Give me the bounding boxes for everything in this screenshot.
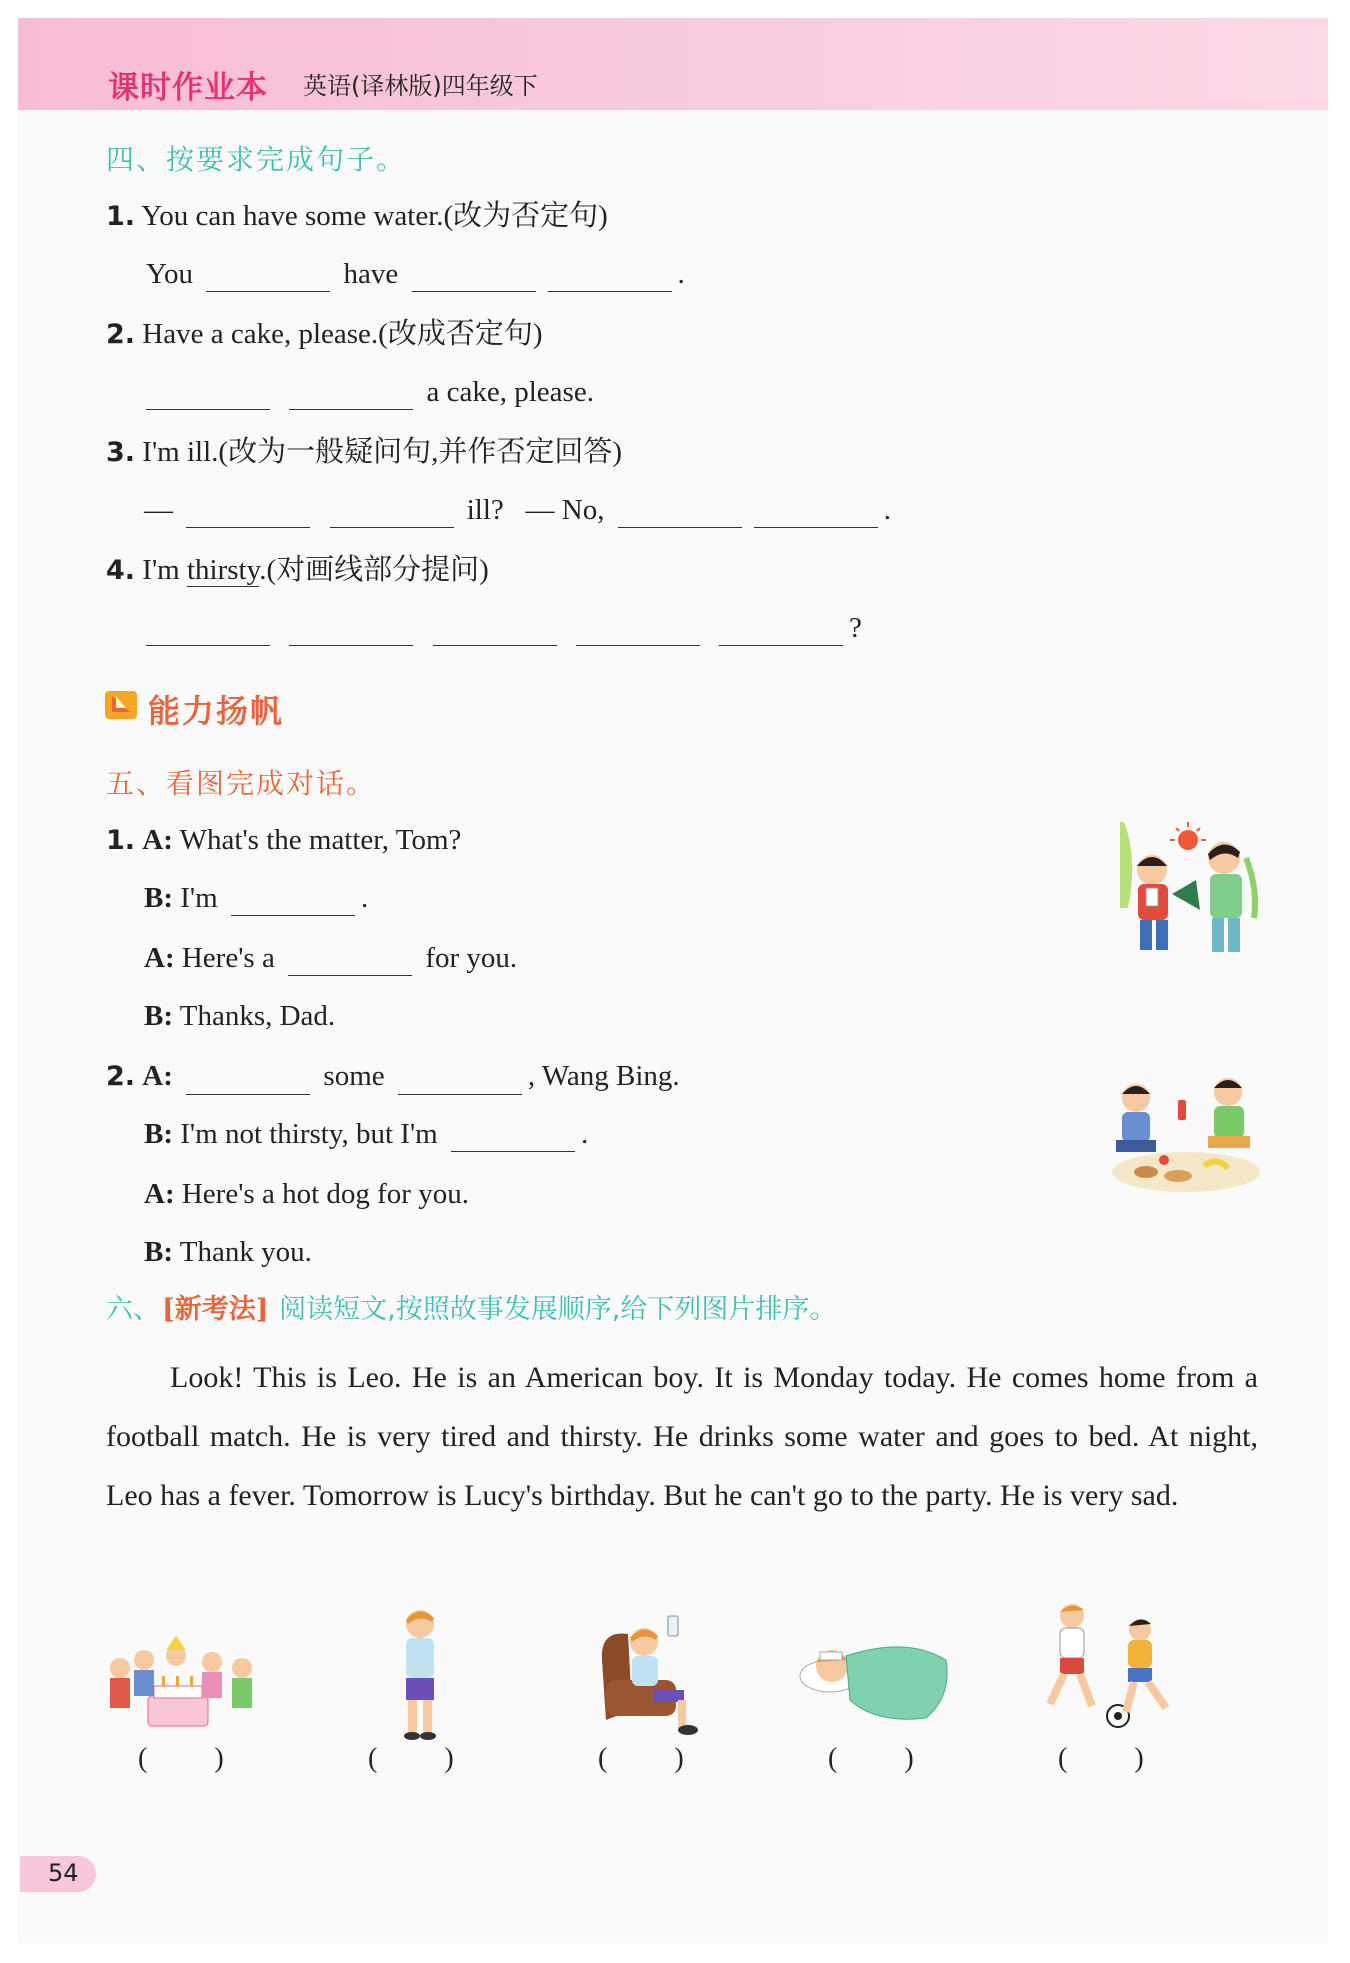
answer-blank[interactable]: [719, 615, 843, 646]
q4-text-end: .(对画线部分提问): [259, 554, 489, 586]
d2-line3-text: Here's a hot dog for you.: [181, 1178, 469, 1210]
reading-passage: [106, 1348, 1258, 1525]
d2-line1: [106, 1058, 680, 1095]
d2-line2-start: I'm not thirsty, but I'm: [180, 1118, 438, 1150]
answer-blank[interactable]: [548, 261, 672, 292]
d2-line2-end: .: [580, 1118, 589, 1150]
d1-line4: [144, 998, 335, 1034]
q4-text-start: I'm: [142, 554, 180, 586]
q1-number: 1.: [106, 201, 136, 232]
q3-number: 3.: [106, 437, 136, 468]
football-match-illustration: [1028, 1600, 1180, 1736]
page-number: 54: [48, 1859, 79, 1887]
speaker-label: A:: [142, 824, 173, 856]
q2-answer-end: a cake, please.: [426, 376, 594, 408]
answer-blank[interactable]: [412, 261, 536, 292]
q3-answer-mid: ill?: [466, 494, 504, 526]
section6-instruction: 阅读短文,按照故事发展顺序,给下列图片排序。: [279, 1294, 837, 1325]
d1-line3-end: for you.: [425, 942, 518, 974]
d2-line1-end: , Wang Bing.: [527, 1060, 680, 1092]
q2-text: Have a cake, please.(改成否定句): [142, 318, 543, 350]
d1-line1: [106, 822, 461, 859]
answer-blank[interactable]: [288, 945, 412, 976]
q1-text: You can have some water.(改为否定句): [141, 200, 608, 232]
brand-title: 课时作业本: [108, 70, 268, 106]
sad-leo-illustration: [392, 1606, 448, 1742]
leo-drinking-water-illustration: [598, 1610, 702, 1738]
answer-blank[interactable]: [433, 615, 557, 646]
q1-answer-start: You: [146, 258, 194, 290]
q3-answer: [144, 492, 891, 528]
q1-answer: [146, 256, 685, 292]
d2-number: 2.: [106, 1061, 136, 1092]
d1-line2-start: I'm: [180, 882, 218, 914]
answer-blank[interactable]: [146, 379, 270, 410]
d2-line2: [144, 1116, 588, 1152]
q4-underlined-word: thirsty: [187, 554, 260, 586]
picnic-illustration: [1106, 1076, 1264, 1196]
d2-line4: [144, 1234, 312, 1270]
d2-line3: [144, 1176, 469, 1212]
section6-number: 六、: [106, 1294, 160, 1325]
d2-line4-text: Thank you.: [179, 1236, 312, 1268]
dad-and-tom-illustration: [1118, 818, 1264, 958]
answer-paren-3[interactable]: ( ): [598, 1743, 714, 1774]
q3-reply-start: — No,: [525, 494, 605, 526]
d1-line3: [144, 940, 517, 976]
birthday-party-illustration: [104, 1636, 264, 1736]
section5-title: 五、看图完成对话。: [106, 767, 377, 800]
speaker-label: B:: [144, 1000, 173, 1032]
new-test-tag: [新考法]: [162, 1294, 269, 1325]
answer-blank[interactable]: [618, 497, 742, 528]
speaker-label: A:: [144, 942, 175, 974]
ability-section-title: 能力扬帆: [148, 692, 285, 730]
d1-line3-start: Here's a: [181, 942, 275, 974]
speaker-label: B:: [144, 1236, 173, 1268]
q2-answer: [140, 374, 594, 410]
answer-blank[interactable]: [146, 615, 270, 646]
answer-blank[interactable]: [289, 379, 413, 410]
speaker-label: B:: [144, 1118, 173, 1150]
leo-sick-in-bed-illustration: [796, 1636, 952, 1724]
d1-line1-text: What's the matter, Tom?: [179, 824, 462, 856]
answer-blank[interactable]: [231, 885, 355, 916]
answer-paren-5[interactable]: ( ): [1058, 1743, 1174, 1774]
answer-blank[interactable]: [206, 261, 330, 292]
q1-answer-mid: have: [343, 258, 399, 290]
q3-dash: —: [144, 494, 173, 526]
sail-badge-icon: [104, 688, 138, 722]
answer-paren-4[interactable]: ( ): [828, 1743, 944, 1774]
q3-prompt: [106, 434, 622, 471]
passage-text: Look! This is Leo. He is an American boy. It is Monday today. He comes home from a football match. He is very tired and thirsty. He drinks some water and goes to bed. At night, Leo has a fever. Tomorrow is Lucy's birthday. But he can't go to the party. He is very sad.: [106, 1361, 1258, 1512]
q3-answer-end: .: [883, 494, 891, 526]
section6-title: [106, 1292, 836, 1328]
q4-answer-end: ?: [849, 612, 862, 644]
answer-paren-1[interactable]: ( ): [138, 1743, 254, 1774]
answer-blank[interactable]: [754, 497, 878, 528]
q4-prompt: [106, 552, 489, 589]
q4-answer: [140, 610, 862, 646]
answer-blank[interactable]: [330, 497, 454, 528]
answer-blank[interactable]: [289, 615, 413, 646]
section4-title: 四、按要求完成句子。: [106, 143, 407, 176]
answer-blank[interactable]: [186, 1064, 310, 1095]
answer-blank[interactable]: [576, 615, 700, 646]
d1-line2-end: .: [360, 882, 369, 914]
answer-blank[interactable]: [451, 1121, 575, 1152]
speaker-label: B:: [144, 882, 173, 914]
q4-number: 4.: [106, 555, 136, 586]
answer-blank[interactable]: [398, 1064, 522, 1095]
q2-prompt: [106, 316, 543, 353]
q1-prompt: [106, 198, 608, 235]
d1-line2: [144, 880, 368, 916]
answer-blank[interactable]: [186, 497, 310, 528]
d2-line1-mid: some: [323, 1060, 385, 1092]
d1-line4-text: Thanks, Dad.: [179, 1000, 336, 1032]
book-subtitle: 英语(译林版)四年级下: [303, 72, 538, 100]
page-number-tab: [20, 1856, 96, 1892]
speaker-label: A:: [142, 1060, 173, 1092]
d1-number: 1.: [106, 825, 136, 856]
answer-paren-2[interactable]: ( ): [368, 1743, 484, 1774]
q1-answer-end: .: [677, 258, 685, 290]
q2-number: 2.: [106, 319, 136, 350]
speaker-label: A:: [144, 1178, 175, 1210]
q3-text: I'm ill.(改为一般疑问句,并作否定回答): [142, 436, 622, 468]
